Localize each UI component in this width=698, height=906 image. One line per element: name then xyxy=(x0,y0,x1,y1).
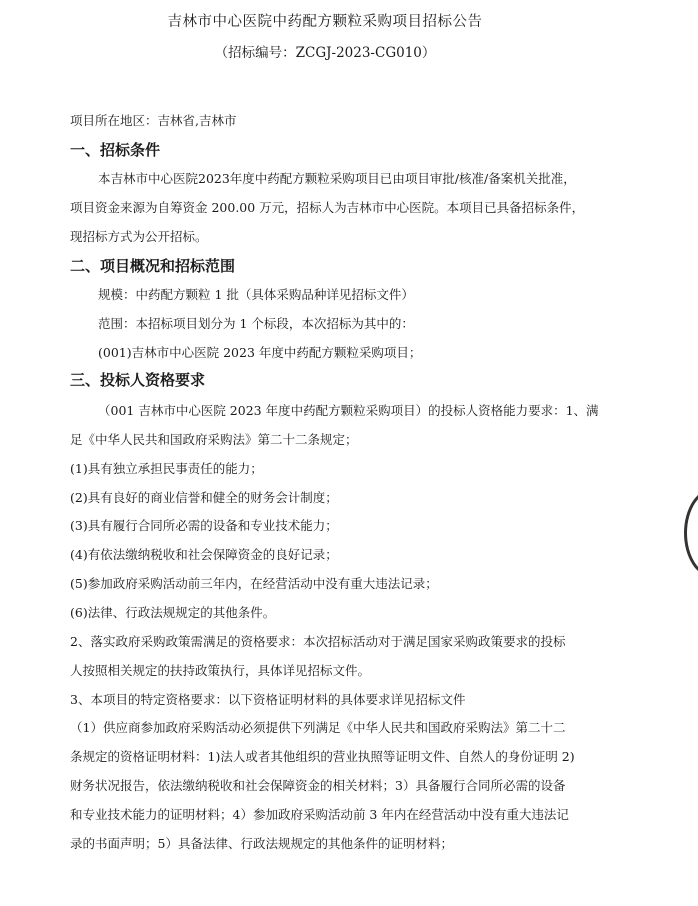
project-region: 项目所在地区：吉林省,吉林市 xyxy=(70,113,237,128)
official-seal-edge xyxy=(684,488,698,578)
material-line: （1）供应商参加政府采购活动必须提供下列满足《中华人民共和国政府采购法》第二十二 xyxy=(70,720,566,735)
tender-number: （招标编号：ZCGJ-2023-CG010） xyxy=(214,45,436,61)
paragraph-line: 本吉林市中心医院2023年度中药配方颗粒采购项目已由项目审批/核准/备案机关批准， xyxy=(98,171,576,186)
qualification-item: (3)具有履行合同所必需的设备和专业技术能力； xyxy=(70,518,338,533)
document-title: 吉林市中心医院中药配方颗粒采购项目招标公告 xyxy=(167,14,483,30)
qualification-item: (5)参加政府采购活动前三年内，在经营活动中没有重大违法记录； xyxy=(70,576,438,591)
material-line: 录的书面声明；5）具备法律、行政法规规定的其他条件的证明材料； xyxy=(70,836,453,851)
material-line: 和专业技术能力的证明材料；4）参加政府采购活动前 3 年内在经营活动中没有重大违法记 xyxy=(70,807,569,822)
section-heading-qualifications: 三、投标人资格要求 xyxy=(70,371,206,389)
policy-requirement: 2、落实政府采购政策需满足的资格要求：本次招标活动对于满足国家采购政策要求的投标 xyxy=(70,634,566,649)
qualification-intro: 足《中华人民共和国政府采购法》第二十二条规定； xyxy=(70,432,358,447)
section-heading-overview: 二、项目概况和招标范围 xyxy=(70,257,236,275)
material-line: 条规定的资格证明材料：1)法人或者其他组织的营业执照等证明文件、自然人的身份证明 2) xyxy=(70,749,575,764)
project-scale: 规模：中药配方颗粒 1 批（具体采购品种详见招标文件） xyxy=(98,287,414,302)
project-lot: (001)吉林市中心医院 2023 年度中药配方颗粒采购项目； xyxy=(98,345,422,360)
paragraph-line: 现招标方式为公开招标。 xyxy=(70,229,208,244)
section-heading-conditions: 一、招标条件 xyxy=(70,141,161,159)
qualification-item: (1)具有独立承担民事责任的能力； xyxy=(70,461,263,476)
project-scope: 范围：本招标项目划分为 1 个标段，本次招标为其中的： xyxy=(98,316,414,331)
paragraph-line: 项目资金来源为自筹资金 200.00 万元，招标人为吉林市中心医院。本项目已具备招标条件， xyxy=(70,200,585,215)
qualification-item: (6)法律、行政法规规定的其他条件。 xyxy=(70,605,276,620)
specific-requirement: 3、本项目的特定资格要求：以下资格证明材料的具体要求详见招标文件 xyxy=(70,692,466,707)
qualification-item: (4)有依法缴纳税收和社会保障资金的良好记录； xyxy=(70,547,338,562)
qualification-intro: （001 吉林市中心医院 2023 年度中药配方颗粒采购项目）的投标人资格能力要求：1、满 xyxy=(98,403,599,418)
policy-requirement: 人按照相关规定的扶持政策执行，具体详见招标文件。 xyxy=(70,663,371,678)
qualification-item: (2)具有良好的商业信誉和健全的财务会计制度； xyxy=(70,490,338,505)
material-line: 财务状况报告，依法缴纳税收和社会保障资金的相关材料；3）具备履行合同所必需的设备 xyxy=(70,778,566,793)
